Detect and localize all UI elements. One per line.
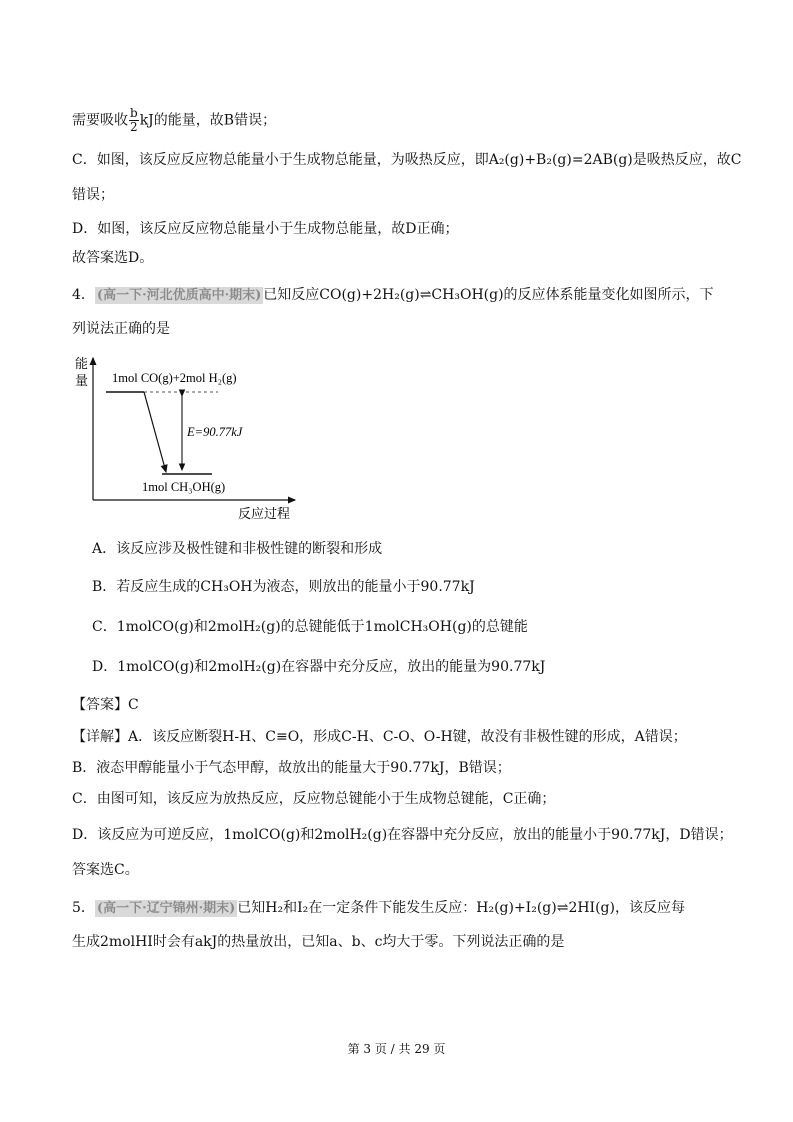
answer: 【答案】C — [72, 697, 139, 713]
detail-line-5: 答案选C。 — [72, 862, 139, 878]
reaction-path — [144, 392, 166, 472]
y-axis-label-1: 能 — [75, 356, 89, 371]
question-4-stem — [72, 285, 714, 306]
option-d[interactable]: D．1molCO(g)和2molH₂(g)在容器中充分反应，放出的能量为90.77kJ — [92, 659, 546, 675]
text-pre: 需要吸收 — [72, 112, 128, 129]
reactant-label: 1mol CO(g)+2mol H₂(g) — [112, 371, 237, 385]
detail-line-1: 【详解】A．该反应断裂H-H、C≡O，形成C-H、C-O、O-H键，故没有非极性键的形成，A错误； — [72, 729, 687, 745]
fraction-b-over-2: $\frac{b}{2}$ — [130, 106, 138, 134]
question-5-stem — [72, 898, 685, 919]
option-a[interactable]: A．该反应涉及极性键和非极性键的断裂和形成 — [92, 541, 383, 557]
line-absorb-energy — [72, 107, 276, 134]
source-tag: (高一下·河北优质高中·期末) — [96, 288, 262, 303]
energy-diagram — [70, 352, 305, 524]
x-axis-label: 反应过程 — [238, 506, 291, 521]
question-text: 已知反应CO(g)+2H₂(g)⇌CH₃OH(g)的反应体系能量变化如图所示，下 — [263, 287, 714, 303]
line-wrong: 错误； — [72, 187, 114, 203]
question-text: 已知H₂和I₂在一定条件下能发生反应：H₂(g)+I₂(g)⇌2HI(g)，该反应每 — [237, 900, 685, 916]
option-c[interactable]: C．1molCO(g)和2molH₂(g)的总键能低于1molCH₃OH(g)的总键能 — [92, 619, 528, 635]
y-axis-label-2: 量 — [75, 373, 89, 388]
line-option-d-explanation: D．如图，该反应反应物总能量小于生成物总能量，故D正确； — [72, 221, 459, 237]
line-option-c-explanation: C．如图，该反应反应物总能量小于生成物总能量，为吸热反应，即A₂(g)+B₂(g)=2AB(g)是吸热反应，故C — [72, 152, 742, 168]
question-4-stem-cont: 列说法正确的是 — [72, 321, 170, 337]
detail-line-3: C．由图可知，该反应为放热反应，反应物总键能小于生成物总键能，C正确； — [72, 791, 556, 807]
question-number: 5． — [72, 900, 95, 916]
energy-label: E=90.77kJ — [187, 425, 243, 439]
line-answer-d: 故答案选D。 — [72, 250, 154, 266]
question-number: 4． — [72, 287, 95, 303]
product-label: 1mol CH₃OH(g) — [142, 480, 226, 494]
question-5-stem-cont: 生成2molHI时会有akJ的热量放出，已知a、b、c均大于零。下列说法正确的是 — [72, 934, 565, 950]
option-b[interactable]: B．若反应生成的CH₃OH为液态，则放出的能量小于90.77kJ — [92, 579, 475, 595]
detail-line-4: D．该反应为可逆反应，1molCO(g)和2molH₂(g)在容器中充分反应，放出的能量小于90.77kJ，D错误； — [72, 827, 733, 843]
page-footer: 第 3 页 / 共 29 页 — [347, 1042, 446, 1056]
detail-line-2: B．液态甲醇能量小于气态甲醇，故放出的能量大于90.77kJ，B错误； — [72, 760, 511, 776]
source-tag: (高一下·辽宁锦州·期末) — [96, 901, 236, 916]
text-post: kJ的能量，故B错误； — [139, 112, 277, 129]
